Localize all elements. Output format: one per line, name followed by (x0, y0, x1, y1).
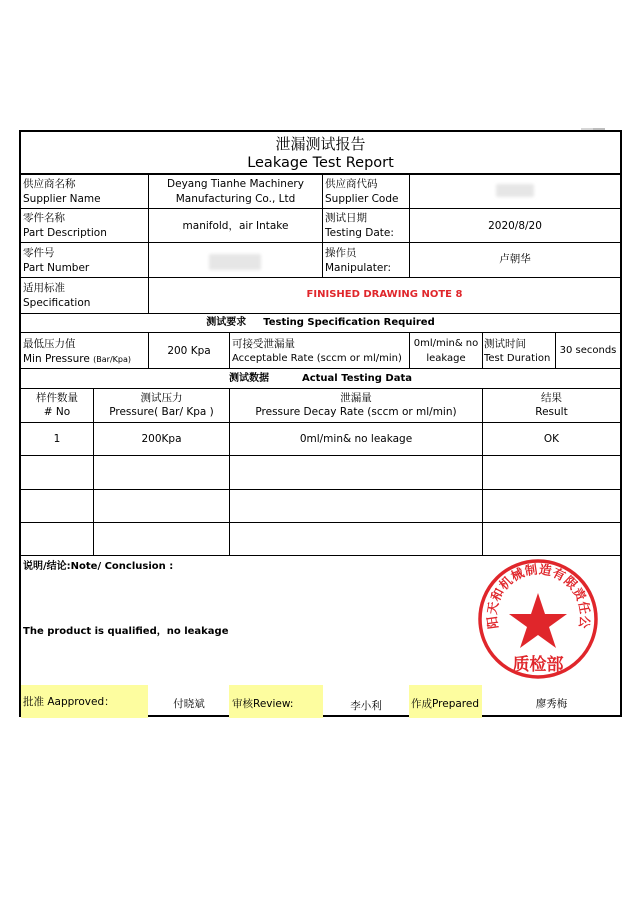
supplier-name-value-line2: Manufacturing Co., Ltd (175, 193, 296, 205)
min-pressure-label-en: Min Pressure (23, 353, 90, 365)
testing-date-value: 2020/8/20 (488, 220, 542, 232)
part-description-label-en: Part Description (23, 227, 107, 239)
conclusion-text: The product is qualified，no leakage (23, 626, 229, 637)
part-number-label-zh: 零件号 (23, 247, 55, 259)
supplier-code-label-en: Supplier Code (325, 193, 399, 205)
approved-label: 批准 Aapproved： (23, 696, 115, 708)
review-name: 李小利 (350, 700, 382, 712)
min-pressure-label-en-wrap (23, 352, 131, 367)
report-title-zh: 泄漏测试报告 (275, 135, 366, 153)
table-row-1-no: 1 (53, 433, 61, 445)
acceptable-rate-label-zh: 可接受泄漏量 (232, 338, 295, 350)
part-description-label-zh: 零件名称 (23, 212, 65, 224)
review-label: 审核Review: (232, 698, 294, 710)
prepared-name: 廖秀梅 (535, 698, 568, 710)
approved-name: 付晓斌 (173, 698, 205, 710)
specification-label-en: Specification (23, 297, 91, 309)
acceptable-rate-value-line1: 0ml/min& no (413, 338, 479, 349)
acceptable-rate-value-line2: leakage (426, 353, 466, 364)
table-row-1-decay: 0ml/min& no leakage (299, 433, 413, 445)
redacted-supplier-code (496, 184, 534, 197)
col-header-decay-en: Pressure Decay Rate (sccm or ml/min) (255, 406, 457, 418)
col-header-result-en: Result (535, 406, 568, 418)
col-header-decay-zh: 泄漏量 (340, 392, 372, 404)
col-header-no-zh: 样件数量 (36, 392, 78, 404)
col-header-no-en: # No (43, 406, 71, 418)
redacted-part-number (209, 254, 261, 270)
supplier-name-label-zh: 供应商名称 (23, 178, 76, 190)
test-duration-value: 30 seconds (559, 345, 617, 356)
testing-date-label-en: Testing Date: (325, 227, 394, 239)
col-header-result-zh: 结果 (541, 392, 562, 404)
supplier-name-value-line1: Deyang Tianhe Machinery (167, 178, 304, 190)
specification-value: FINISHED DRAWING NOTE 8 (306, 289, 463, 300)
part-number-label-en: Part Number (23, 262, 90, 274)
manipulater-label-en: Manipulater: (325, 262, 391, 274)
prepared-label: 作成Prepared (411, 698, 480, 710)
report-title-en: Leakage Test Report (247, 155, 394, 171)
part-description-value: manifold，air Intake (182, 220, 289, 232)
table-row-1-result: OK (543, 433, 560, 445)
table-row-1-pressure: 200Kpa (141, 433, 182, 445)
stamp-dept-text: 质检部 (512, 655, 564, 675)
manipulater-value: 卢朝华 (499, 253, 531, 265)
test-duration-label-zh: 测试时间 (484, 338, 526, 350)
actual-data-zh: 测试数据 (229, 373, 270, 384)
col-header-pressure-en: Pressure( Bar/ Kpa ) (109, 406, 214, 418)
supplier-code-label-zh: 供应商代码 (325, 178, 378, 190)
acceptable-rate-label-en: Acceptable Rate (sccm or ml/min) (232, 353, 402, 364)
min-pressure-unit: (Bar/Kpa) (93, 355, 131, 364)
test-duration-label-en: Test Duration (484, 353, 551, 364)
spec-required-zh: 测试要求 (206, 317, 247, 328)
conclusion-label: 说明/结论:Note/ Conclusion : (23, 561, 174, 572)
testing-date-label-zh: 测试日期 (325, 212, 367, 224)
leakage-test-report (19, 130, 622, 717)
min-pressure-value: 200 Kpa (167, 345, 211, 357)
company-seal-stamp (476, 557, 601, 682)
actual-data-en: Actual Testing Data (301, 373, 412, 384)
col-header-pressure-zh: 测试压力 (140, 392, 183, 404)
actual-data-heading (21, 372, 620, 386)
supplier-name-label-en: Supplier Name (23, 193, 101, 205)
specification-label-zh: 适用标准 (23, 282, 65, 294)
min-pressure-label-zh: 最低压力值 (23, 338, 76, 350)
svg-text:德阳天和机械制造有限责任公司: 阳天和机械制造有限责任公 (484, 561, 593, 630)
manipulater-label-zh: 操作员 (325, 247, 357, 259)
spec-required-heading (21, 316, 620, 330)
spec-required-en: Testing Specification Required (263, 317, 435, 328)
